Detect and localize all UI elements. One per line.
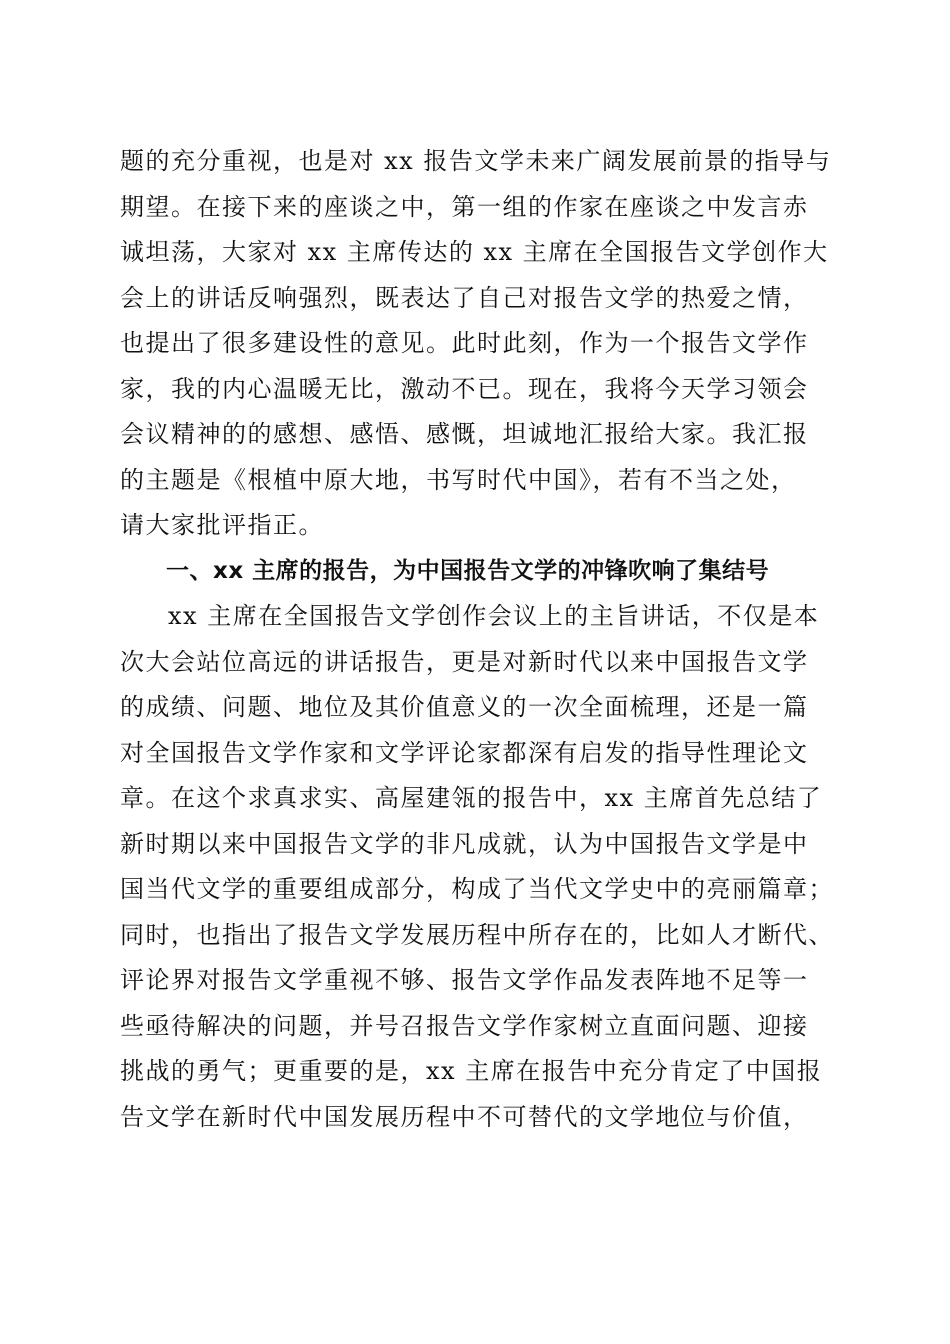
paragraph-line: 的成绩、问题、地位及其价值意义的一次全面梳理，还是一篇 bbox=[120, 693, 809, 721]
paragraph-line: 请大家批评指正。 bbox=[120, 511, 324, 539]
paragraph-line: 会议精神的的感想、感悟、感慨，坦诚地汇报给大家。我汇报 bbox=[120, 420, 809, 448]
paragraph-line: 评论界对报告文学重视不够、报告文学作品发表阵地不足等一 bbox=[120, 966, 809, 994]
paragraph-line: 新时期以来中国报告文学的非凡成就，认为中国报告文学是中 bbox=[120, 829, 809, 858]
paragraph-line: 次大会站位高远的讲话报告，更是对新时代以来中国报告文学 bbox=[120, 647, 809, 676]
paragraph-line: 章。在这个求真求实、高屋建瓴的报告中，xx 主席首先总结了 bbox=[120, 784, 823, 812]
paragraph-line: 挑战的勇气；更重要的是，xx 主席在报告中充分肯定了中国报 bbox=[120, 1057, 823, 1085]
paragraph-line: 题的充分重视，也是对 xx 报告文学未来广阔发展前景的指导与 bbox=[120, 147, 832, 175]
paragraph-line: 家，我的内心温暖无比，激动不已。现在，我将今天学习领会 bbox=[120, 374, 809, 403]
paragraph-line: 也提出了很多建设性的意见。此时此刻，作为一个报告文学作 bbox=[120, 329, 809, 357]
paragraph-2 bbox=[120, 594, 832, 1140]
document-body bbox=[120, 139, 832, 1140]
paragraph-line: 期望。在接下来的座谈之中，第一组的作家在座谈之中发言赤 bbox=[120, 192, 809, 221]
paragraph-line: 国当代文学的重要组成部分，构成了当代文学史中的亮丽篇章； bbox=[120, 875, 834, 903]
paragraph-line: xx 主席在全国报告文学创作会议上的主旨讲话，不仅是本 bbox=[168, 602, 820, 630]
paragraph-line: 会上的讲话反响强烈，既表达了自己对报告文学的热爱之情， bbox=[120, 283, 809, 312]
paragraph-1 bbox=[120, 139, 832, 549]
paragraph-line: 些亟待解决的问题，并号召报告文学作家树立直面问题、迎接 bbox=[120, 1011, 809, 1040]
paragraph-line: 同时，也指出了报告文学发展历程中所存在的，比如人才断代、 bbox=[120, 920, 834, 949]
paragraph-line: 诚坦荡，大家对 xx 主席传达的 xx 主席在全国报告文学创作大 bbox=[120, 238, 829, 266]
paragraph-line: 对全国报告文学作家和文学评论家都深有启发的指导性理论文 bbox=[120, 738, 809, 767]
paragraph-line: 的主题是《根植中原大地，书写时代中国》，若有不当之处， bbox=[120, 465, 797, 494]
paragraph-line: 告文学在新时代中国发展历程中不可替代的文学地位与价值， bbox=[120, 1102, 809, 1131]
section-heading: 一、xx 主席的报告，为中国报告文学的冲锋吹响了集结号 bbox=[166, 557, 770, 584]
